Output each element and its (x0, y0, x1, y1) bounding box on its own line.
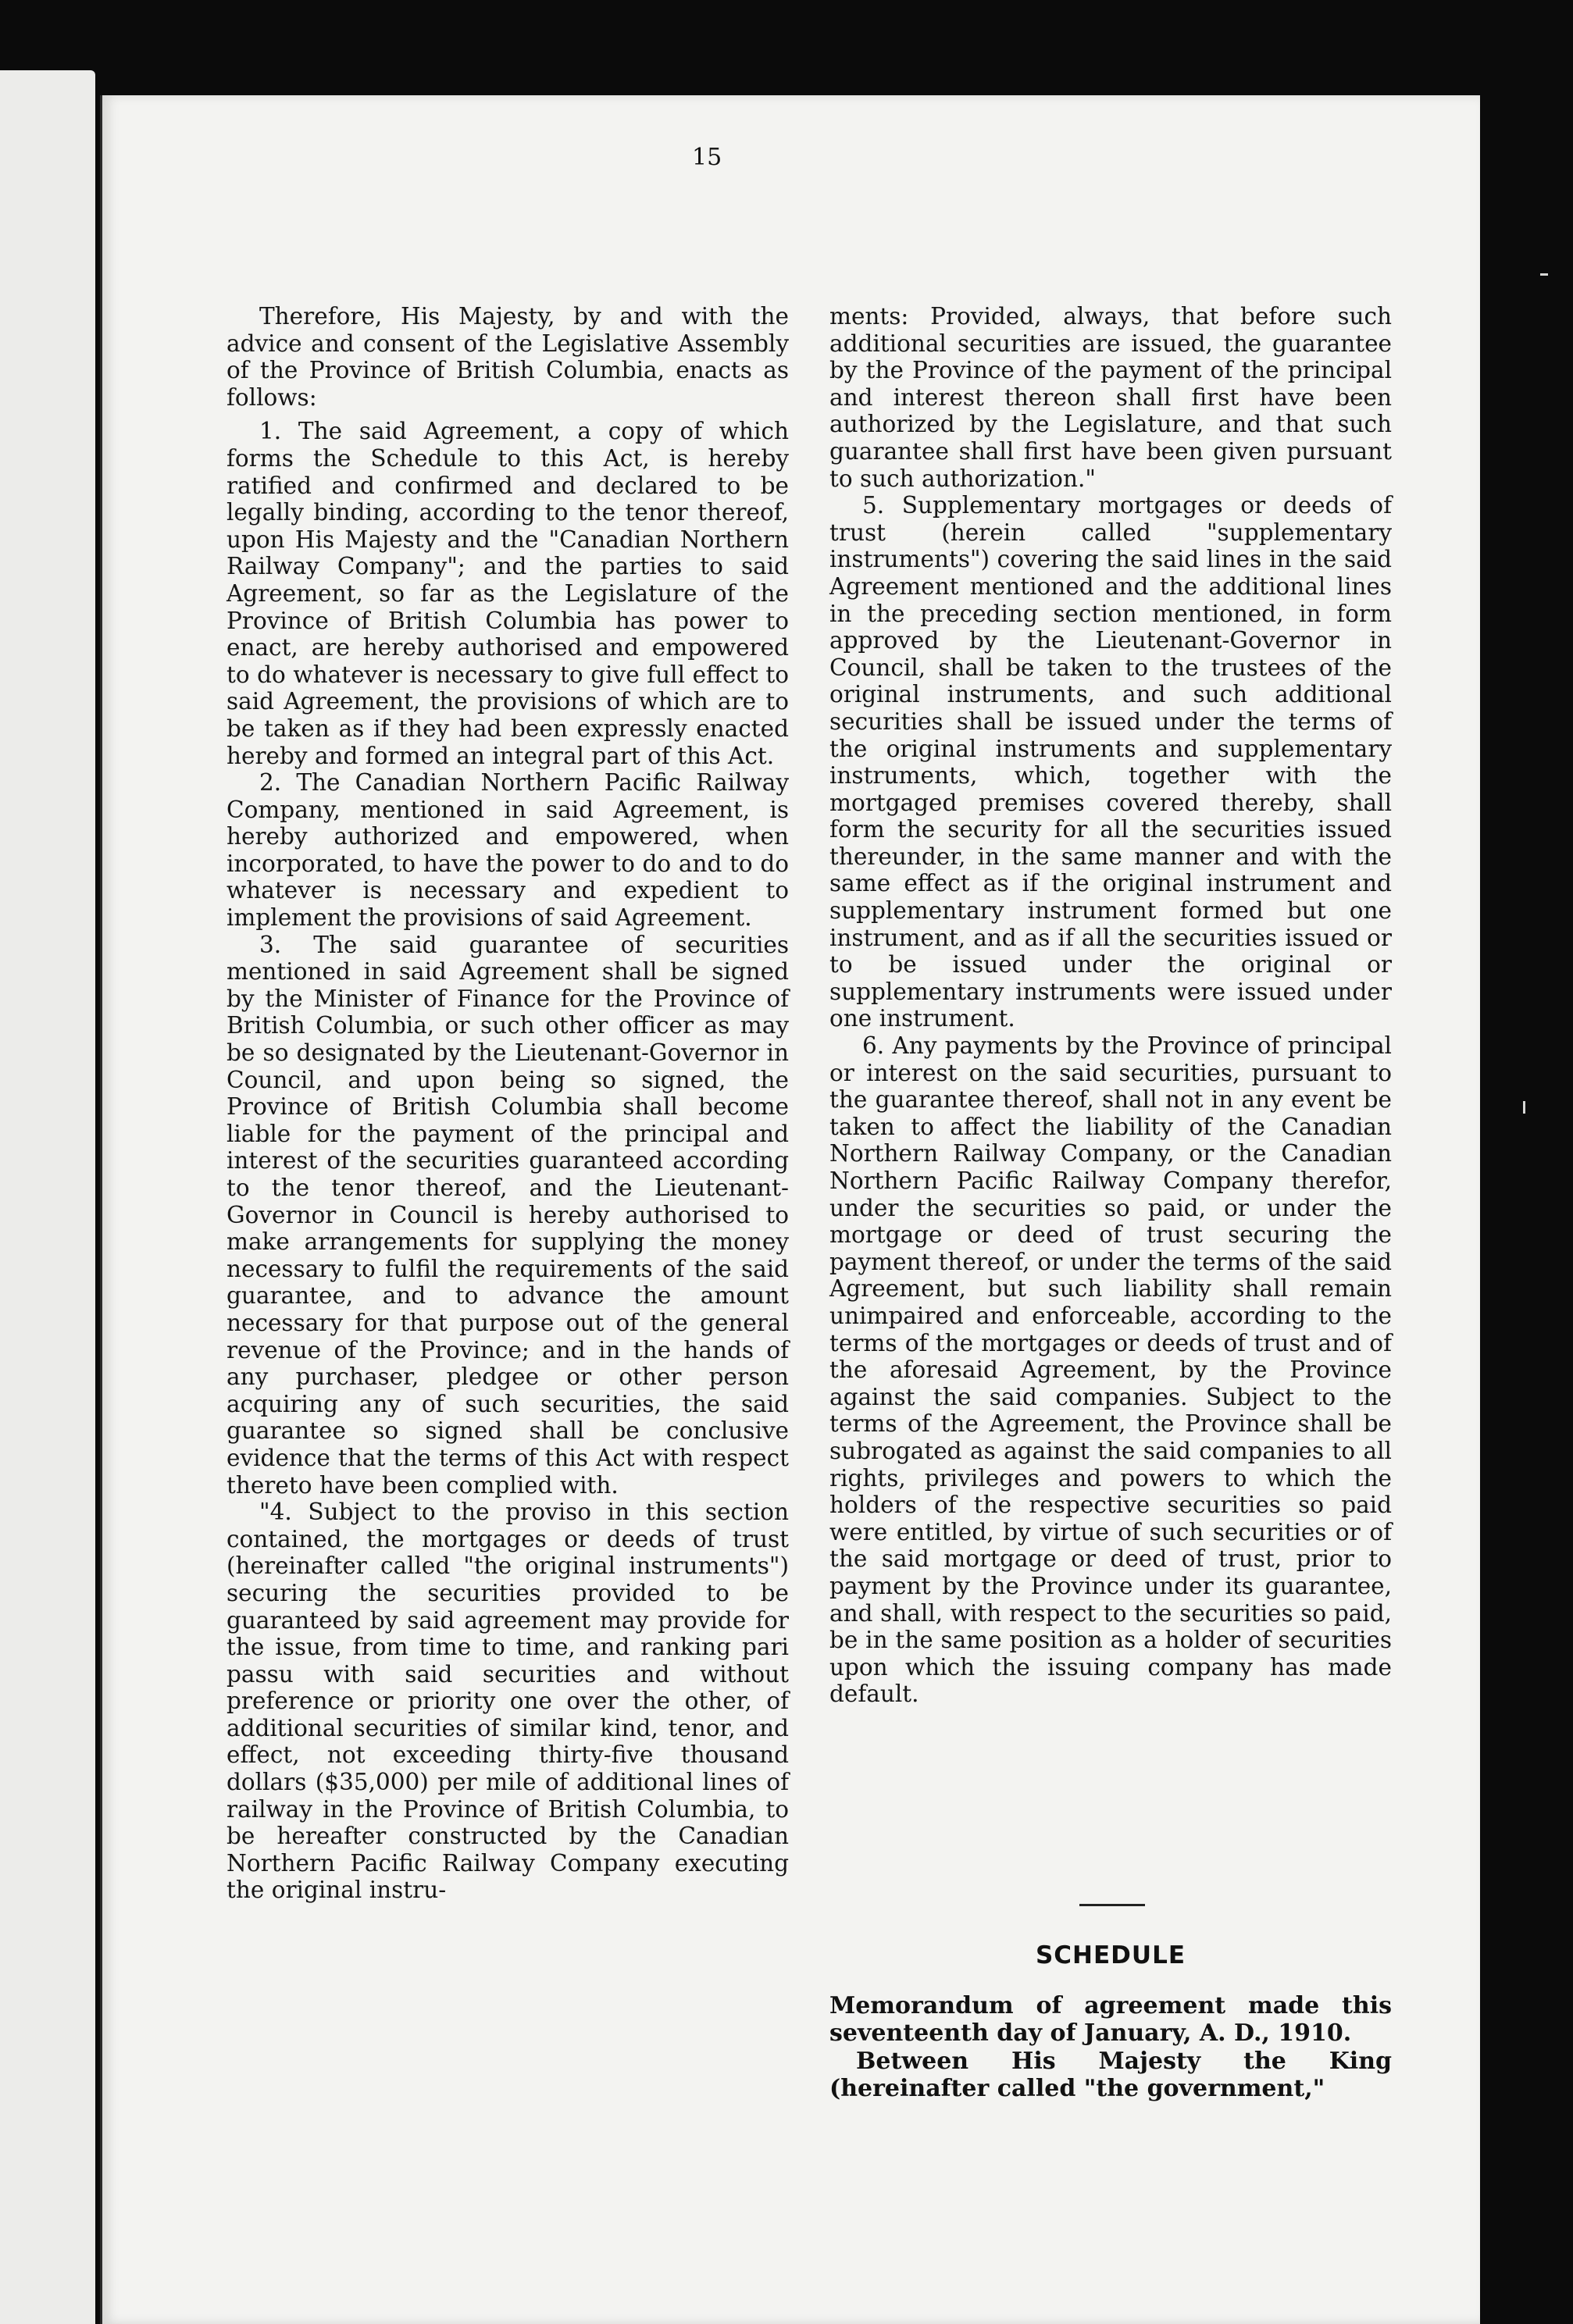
enacting-clause: Therefore, His Majesty, by and with the advice and consent of the Legislative Assembly of the Province of British Columbia, enacts as follows: (226, 303, 789, 411)
section-divider (1079, 1904, 1145, 1906)
page-number: 15 (692, 144, 722, 171)
facing-page-edge (0, 70, 95, 2324)
margin-mark (1523, 1101, 1525, 1114)
schedule-between: Between His Majesty the King (hereinafter called "the government," (829, 2048, 1392, 2102)
left-column (226, 303, 789, 1904)
section-4-continuation: ments: Provided, always, that before such additional securities are issued, the guarantee by the Province of the payment of the principal and interest thereon shall first have been authorized by the Legislature, and that such guarantee shall first have been given pursuant to such authorization." (829, 303, 1392, 492)
schedule-heading: SCHEDULE (1035, 1941, 1186, 1969)
schedule-body (829, 1993, 1392, 2102)
section-2: 2. The Canadian Northern Pacific Railway Company, mentioned in said Agreement, is hereby authorized and empowered, when incorporated, to have the power to do and to do whatever is necessary and expedient to implement the provisions of said Agreement. (226, 769, 789, 932)
section-3: 3. The said guarantee of securities mentioned in said Agreement shall be signed by the Minister of Finance for the Province of British Columbia, or such other officer as may be so designated by the Lieutenant-Governor in Council, and upon being so signed, the Province of British Columbia shall become liable for the payment of the principal and interest of the securities guaranteed according to the tenor thereof, and the Lieutenant-Governor in Council is hereby authorised to make arrangements for supplying the money necessary to fulfil the requirements of the said guarantee, and to advance the amount necessary for that purpose out of the general revenue of the Province; and in the hands of any purchaser, pledgee or other person acquiring any of such securities, the said guarantee so signed shall be conclusive evidence that the terms of this Act with respect thereto have been complied with. (226, 931, 789, 1499)
section-6: 6. Any payments by the Province of principal or interest on the said securities, pursuant to the guarantee thereof, shall not in any event be taken to affect the liability of the Canadian Northern Railway Company, or the Canadian Northern Pacific Railway Company therefor, under the securities so paid, or under the mortgage or deed of trust securing the payment thereof, or under the terms of the said Agreement, but such liability shall remain unimpaired and enforceable, according to the terms of the mortgages or deeds of trust and of the aforesaid Agreement, by the Province against the said companies. Subject to the terms of the Agreement, the Province shall be subrogated as against the said companies to all rights, privileges and powers to which the holders of the respective securities so paid were entitled, by virtue of such securities or of the said mortgage or deed of trust, prior to payment by the Province under its guarantee, and shall, with respect to the securities so paid, be in the same position as a holder of securities upon which the issuing company has made default. (829, 1032, 1392, 1708)
section-5: 5. Supplementary mortgages or deeds of trust (herein called "supplementary instruments") covering the said lines in the said Agreement mentioned and the additional lines in the preceding section mentioned, in form approved by the Lieutenant-Governor in Council, shall be taken to the trustees of the original instruments, and such additional securities shall be issued under the terms of the original instruments and supplementary instruments, which, together with the mortgaged premises covered thereby, shall form the security for all the securities issued thereunder, in the same manner and with the same effect as if the original instrument and supplementary instrument formed but one instrument, and as if all the securities issued or to be issued under the original or supplementary instruments were issued under one instrument. (829, 492, 1392, 1032)
section-1: 1. The said Agreement, a copy of which forms the Schedule to this Act, is hereby ratified and confirmed and declared to be legally binding, according to the tenor thereof, upon His Majesty and the "Canadian Northern Railway Company"; and the parties to said Agreement, so far as the Legislature of the Province of British Columbia has power to enact, are hereby authorised and empowered to do whatever is necessary to give full effect to said Agreement, the provisions of which are to be taken as if they had been expressly enacted hereby and formed an integral part of this Act. (226, 418, 789, 769)
schedule-memorandum: Memorandum of agreement made this seventeenth day of January, A. D., 1910. (829, 1992, 1392, 2047)
right-column (829, 303, 1392, 1708)
margin-mark (1540, 273, 1548, 276)
section-4: "4. Subject to the proviso in this section contained, the mortgages or deeds of trust (hereinafter called "the original instruments") securing the securities provided to be guaranteed by said agreement may provide for the issue, from time to time, and ranking pari passu with said securities and without preference or priority one over the other, of additional securities of similar kind, tenor, and effect, not exceeding thirty-five thousand dollars ($35,000) per mile of additional lines of railway in the Province of British Columbia, to be hereafter constructed by the Canadian Northern Pacific Railway Company executing the original instru- (226, 1499, 789, 1904)
